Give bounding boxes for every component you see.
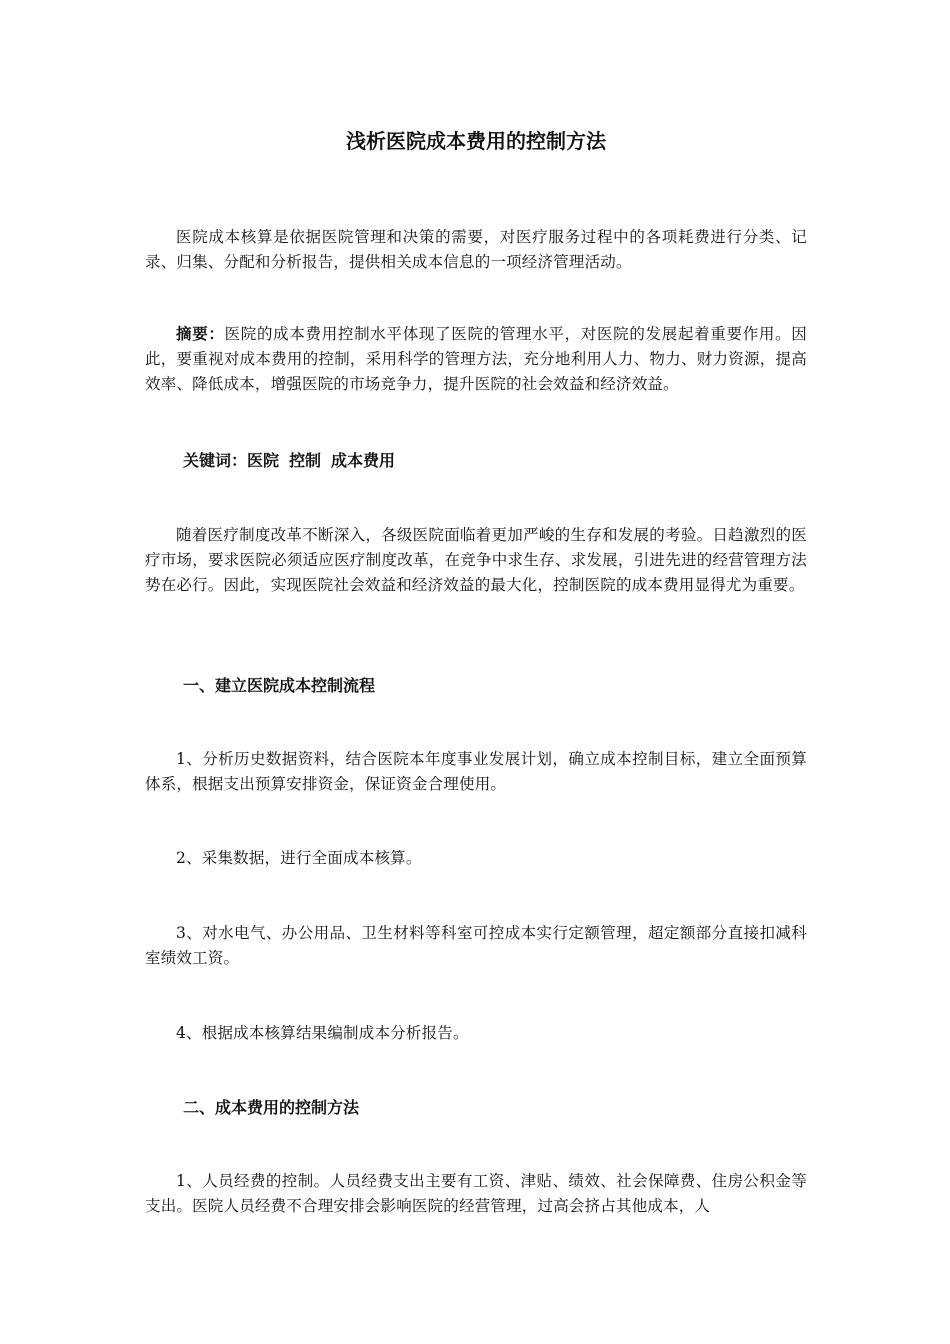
abstract-paragraph [145,322,807,397]
section-2-heading: 二、成本费用的控制方法 [183,1098,360,1117]
section-1-heading: 一、建立医院成本控制流程 [183,676,376,695]
section-1-item: 3、对水电气、办公用品、卫生材料等科室可控成本实行定额管理，超定额部分直接扣减科室绩效工资。 [145,924,807,967]
background-paragraph: 随着医疗制度改革不断深入，各级医院面临着更加严峻的生存和发展的考验。日趋激烈的医疗市场，要求医院必须适应医疗制度改革，在竞争中求生存、求发展，引进先进的经营管理方法势在必行。因此，实现医院社会效益和经济效益的最大化，控制医院的成本费用显得尤为重要。 [145,526,807,594]
keywords-label: 关键词： [183,451,248,470]
section-1-item: 1、分析历史数据资料，结合医院本年度事业发展计划，确立成本控制目标，建立全面预算体系，根据支出预算安排资金，保证资金合理使用。 [145,750,807,793]
section-1-item: 4、根据成本核算结果编制成本分析报告。 [176,1024,469,1042]
intro-paragraph: 医院成本核算是依据医院管理和决策的需要，对医疗服务过程中的各项耗费进行分类、记录、归集、分配和分析报告，提供相关成本信息的一项经济管理活动。 [145,228,807,271]
keywords-line [145,448,807,474]
abstract-text: 医院的成本费用控制水平体现了医院的管理水平，对医院的发展起着重要作用。因此，要重视对成本费用的控制，采用科学的管理方法，充分地利用人力、物力、财力资源，提高效率、降低成本，增强医院的市场竞争力，提升医院的社会效益和经济效益。 [145,325,807,393]
section-2-item: 1、人员经费的控制。人员经费支出主要有工资、津贴、绩效、社会保障费、住房公积金等支出。医院人员经费不合理安排会影响医院的经营管理，过高会挤占其他成本，人 [145,1172,807,1215]
document-title: 浅析医院成本费用的控制方法 [346,129,606,153]
abstract-label: 摘要： [176,325,225,343]
keyword-term: 控制 [289,451,322,470]
section-1-item: 2、采集数据，进行全面成本核算。 [176,849,422,867]
keyword-term: 成本费用 [331,451,396,470]
keyword-term: 医院 [247,451,280,470]
